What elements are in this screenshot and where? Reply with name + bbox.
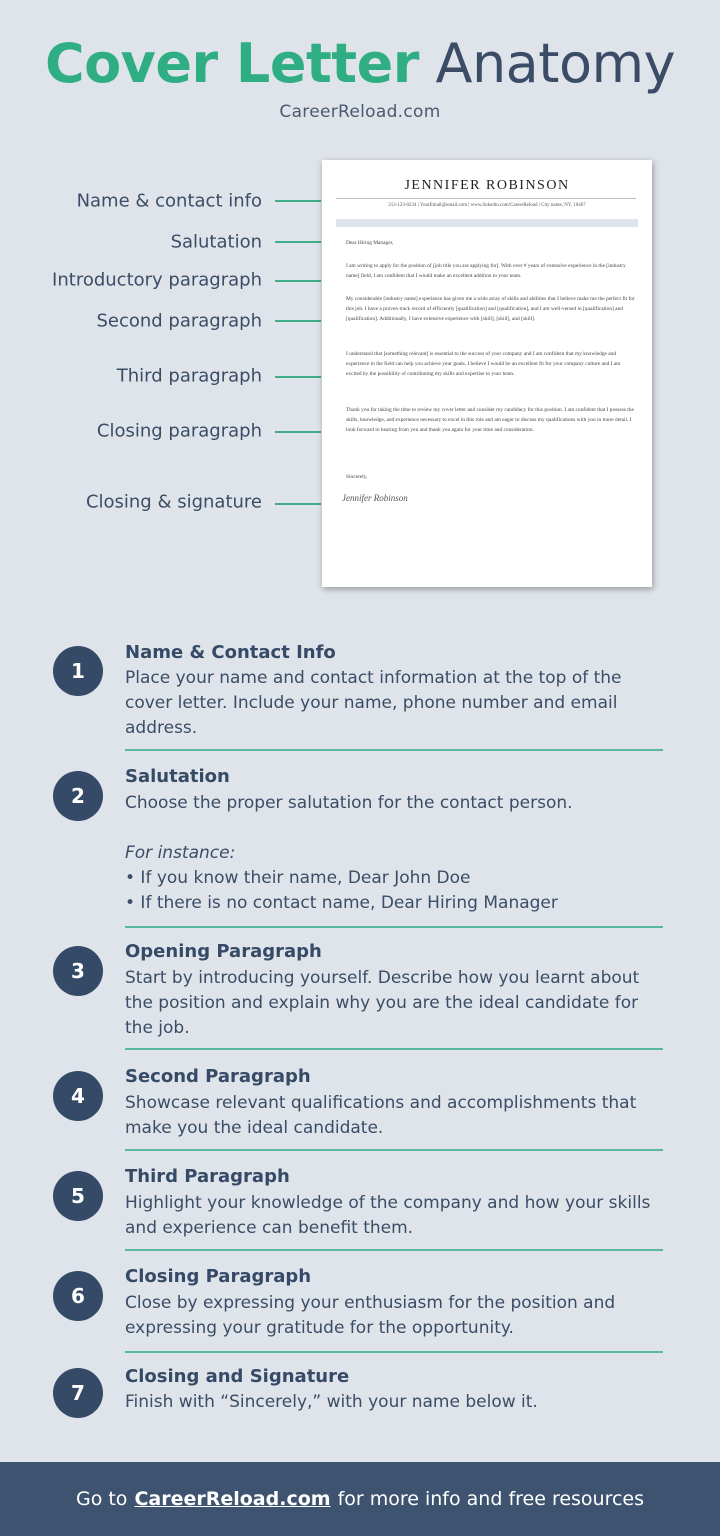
step-number-badge: 1 bbox=[53, 646, 103, 696]
letter-closing: Sincerely, bbox=[346, 474, 368, 480]
connector-line bbox=[275, 200, 321, 202]
anatomy-label-third: Third paragraph bbox=[116, 365, 262, 387]
connector-line bbox=[275, 320, 321, 322]
step-body: Highlight your knowledge of the company and how your skills and experience can benefit them. bbox=[125, 1193, 651, 1238]
step-heading: Name & Contact Info bbox=[125, 642, 336, 663]
anatomy-label-contact: Name & contact info bbox=[76, 190, 262, 212]
step-heading: Closing Paragraph bbox=[125, 1266, 312, 1287]
footer-banner bbox=[0, 1462, 720, 1536]
letter-paragraph-1: I am writing to apply for the position of [job title you are applying for]. With over # years of extensive experience in the [industry name] field, I am confident that I would make an excellent addition to your team. bbox=[346, 263, 626, 279]
letter-signature: Jennifer Robinson bbox=[342, 493, 408, 503]
anatomy-label-closing: Closing paragraph bbox=[96, 420, 262, 442]
letter-paragraph-4: Thank you for taking the time to review my cover letter and consider my candidacy for this position. I am confident that I possess the skills, knowledge, and experience necessary to excel in this role and am eager to discuss my qualifications with you in more detail. I look forward to hearing from you and thank you again for your time and consideration. bbox=[346, 407, 634, 433]
connector-line bbox=[275, 241, 321, 243]
step-body: Finish with “Sincerely,” with your name below it. bbox=[125, 1392, 538, 1412]
connector-line bbox=[275, 503, 321, 505]
footer-link[interactable]: CareerReload.com bbox=[134, 1488, 331, 1510]
step-heading: Opening Paragraph bbox=[125, 941, 322, 962]
step-heading: Salutation bbox=[125, 766, 230, 787]
step-body: Choose the proper salutation for the contact person. bbox=[125, 793, 573, 813]
letter-contact: 212-123-0234 | YourEmail@email.com | www.linkedin.com/CareerReload | City name, NY, 10467 bbox=[388, 203, 586, 208]
step-number-badge: 7 bbox=[53, 1368, 103, 1418]
step-divider bbox=[125, 1048, 663, 1050]
step-body: Place your name and contact information at the top of the cover letter. Include your name, phone number and email address. bbox=[125, 668, 622, 738]
title-rest: Anatomy bbox=[435, 32, 676, 95]
step-body: Close by expressing your enthusiasm for the position and expressing your gratitude for the opportunity. bbox=[125, 1293, 616, 1338]
letter-paragraph-3: I understand that [something relevant] is essential to the success of your company and I am confident that my knowledge and experience in the field can help you achieve your goals. I believe I would be an excellent fit for your company culture and I am excited by the possibility of contributing my skills and expertise to your team. bbox=[346, 351, 621, 377]
step-example-item: • If there is no contact name, Dear Hiring Manager bbox=[125, 893, 558, 913]
step-heading: Closing and Signature bbox=[125, 1366, 350, 1387]
step-divider bbox=[125, 1351, 663, 1353]
letter-band bbox=[336, 219, 638, 227]
footer-suffix: for more info and free resources bbox=[337, 1488, 645, 1510]
step-number-badge: 2 bbox=[53, 771, 103, 821]
site-name: CareerReload.com bbox=[279, 102, 441, 122]
letter-salutation: Dear Hiring Manager, bbox=[346, 240, 394, 246]
step-number-badge: 4 bbox=[53, 1071, 103, 1121]
anatomy-label-salutation: Salutation bbox=[170, 231, 262, 253]
step-number-badge: 6 bbox=[53, 1271, 103, 1321]
page-title bbox=[0, 28, 720, 100]
step-body: Showcase relevant qualifications and accomplishments that make you the ideal candidate. bbox=[125, 1093, 637, 1138]
title-accent: Cover Letter bbox=[44, 32, 419, 95]
letter-name: JENNIFER ROBINSON bbox=[404, 178, 570, 193]
step-number-badge: 3 bbox=[53, 946, 103, 996]
connector-line bbox=[275, 280, 321, 282]
step-divider bbox=[125, 749, 663, 751]
connector-line bbox=[275, 376, 321, 378]
anatomy-label-intro: Introductory paragraph bbox=[52, 269, 262, 291]
anatomy-label-signature: Closing & signature bbox=[85, 491, 262, 513]
step-divider bbox=[125, 1149, 663, 1151]
step-heading: Third Paragraph bbox=[125, 1166, 290, 1187]
letter-paragraph-2: My considerable [industry name] experience has given me a wide array of skills and abilities that I believe make me the perfect fit for this job. I have a proven track record of efficiently [qualification] and [qualification], and I am well-versed in [qualification] and [qualification]. Additionally, I have extensive experience with [skill], [skill], and [skill]. bbox=[346, 296, 635, 322]
footer-prefix: Go to bbox=[75, 1488, 128, 1510]
step-body: Start by introducing yourself. Describe how you learnt about the position and explain why you are the ideal candidate for the job. bbox=[125, 968, 640, 1038]
sample-letter bbox=[322, 160, 652, 587]
step-divider bbox=[125, 1249, 663, 1251]
step-divider bbox=[125, 926, 663, 928]
step-example-item: • If you know their name, Dear John Doe bbox=[125, 868, 471, 888]
step-example-intro: For instance: bbox=[125, 843, 236, 863]
letter-rule bbox=[336, 198, 636, 199]
step-number-badge: 5 bbox=[53, 1171, 103, 1221]
connector-line bbox=[275, 431, 321, 433]
step-heading: Second Paragraph bbox=[125, 1066, 311, 1087]
anatomy-label-second: Second paragraph bbox=[96, 310, 262, 332]
